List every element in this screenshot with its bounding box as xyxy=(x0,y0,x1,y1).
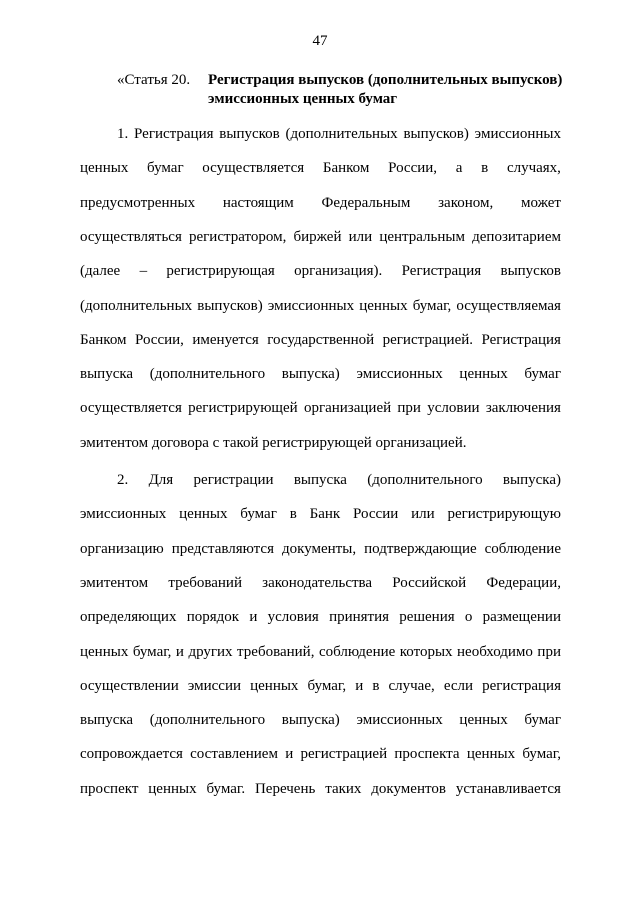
word: России, xyxy=(134,331,184,348)
word: проспекта xyxy=(394,746,460,763)
word: выпусков xyxy=(500,263,561,280)
word: эмитентом договора с такой регистрирующей организацией. xyxy=(80,434,467,451)
word: других xyxy=(188,643,233,660)
word: организацию xyxy=(80,540,164,557)
word: требований, xyxy=(237,643,315,660)
word: настоящим xyxy=(222,194,294,211)
word: (далее xyxy=(80,263,121,280)
word: бумаг xyxy=(524,366,561,383)
word: Федеральным xyxy=(321,194,411,211)
word: а xyxy=(455,160,463,177)
paragraph2-line xyxy=(117,470,561,490)
word: эмиссионных xyxy=(356,712,443,729)
word: регистрирующую xyxy=(447,506,561,523)
word: условии xyxy=(427,400,480,417)
word: случаях, xyxy=(506,160,561,177)
word: (дополнительного xyxy=(149,712,266,729)
word: выпусков) xyxy=(197,297,263,314)
word: проспект xyxy=(80,780,139,797)
word: ценных xyxy=(459,712,508,729)
page-number: 47 xyxy=(312,33,328,49)
word: Банк xyxy=(309,506,341,523)
word: в xyxy=(289,506,297,523)
word: Российской xyxy=(392,574,467,591)
word: бумаг, xyxy=(522,746,561,763)
paragraph1-line xyxy=(80,398,561,418)
word: эмиссии xyxy=(187,677,242,694)
paragraph2-line xyxy=(80,504,561,524)
word: составлением xyxy=(190,746,278,763)
word: организация). xyxy=(294,263,383,280)
word: или xyxy=(411,506,435,523)
word: порядок xyxy=(186,609,240,626)
paragraph2-line xyxy=(80,779,561,799)
word: Перечень xyxy=(254,780,316,797)
article-title-continued: эмиссионных ценных бумаг xyxy=(208,91,398,107)
word: заключения xyxy=(485,400,561,417)
word: случае, xyxy=(388,677,435,694)
word: осуществляется xyxy=(202,160,305,177)
article-heading-line1 xyxy=(117,71,562,90)
word: Банком xyxy=(80,331,127,348)
paragraph1-line xyxy=(117,124,561,144)
article-prefix: «Статья 20. xyxy=(117,72,191,88)
word: бумаг. xyxy=(206,780,246,797)
word: регистратором, xyxy=(189,228,287,245)
word: ценных xyxy=(459,366,508,383)
word: выпуска) xyxy=(281,712,340,729)
word: биржей xyxy=(293,228,342,245)
word: при xyxy=(537,643,561,660)
word: регистрации xyxy=(193,472,274,488)
word: предусмотренных xyxy=(80,194,196,211)
word: (дополнительных xyxy=(285,126,398,142)
word: эмиссионных xyxy=(356,366,443,383)
paragraph2-line xyxy=(80,710,561,730)
word: и xyxy=(355,677,364,694)
word: соблюдение xyxy=(484,540,561,557)
word: осуществляется xyxy=(80,400,182,417)
word: которых xyxy=(399,643,453,660)
word: ценных xyxy=(359,297,408,314)
article-heading xyxy=(117,71,562,109)
word: в xyxy=(481,160,489,177)
word: Регистрация xyxy=(134,126,214,142)
word: эмиссионных xyxy=(474,126,561,142)
word: (дополнительного xyxy=(149,366,266,383)
word: законодательства xyxy=(262,574,373,591)
word: ценных xyxy=(80,160,129,177)
word: – xyxy=(139,263,148,280)
word: именуется xyxy=(192,331,259,348)
word: в xyxy=(372,677,380,694)
word: выпусков xyxy=(219,126,280,142)
word: эмиссионных xyxy=(267,297,355,314)
word: размещении xyxy=(482,609,561,626)
word: сопровождается xyxy=(80,746,183,763)
word: соблюдение xyxy=(318,643,396,660)
word: России xyxy=(353,506,399,523)
word: эмиссионных xyxy=(80,506,167,523)
paragraph2-line xyxy=(80,676,561,696)
word: если xyxy=(443,677,474,694)
word: осуществлении xyxy=(80,677,179,694)
paragraph1-line xyxy=(80,296,561,316)
word: депозитарием xyxy=(472,228,561,245)
word: бумаг, xyxy=(307,677,347,694)
word: осуществляться xyxy=(80,228,182,245)
word: (дополнительных xyxy=(80,297,193,314)
word: Для xyxy=(148,472,174,488)
paragraph1-line xyxy=(80,261,561,281)
paragraph1-line xyxy=(80,227,561,247)
word: или xyxy=(348,228,373,245)
word: бумаг, xyxy=(412,297,452,314)
word: документов xyxy=(371,780,446,797)
word: документы, xyxy=(282,540,357,557)
paragraph1-line xyxy=(80,330,561,350)
paragraph2-line xyxy=(80,539,561,559)
word: выпуска xyxy=(293,472,347,488)
word: регистрирующая xyxy=(166,263,275,280)
word: 1. xyxy=(117,126,129,142)
word: устанавливается xyxy=(455,780,561,797)
word: и xyxy=(285,746,294,763)
paragraph2-line xyxy=(80,573,561,593)
word: и xyxy=(175,643,184,660)
word: регистрацией. xyxy=(382,331,474,348)
paragraph1-line xyxy=(80,364,561,384)
word: выпусков) xyxy=(403,126,469,142)
word: Регистрация xyxy=(481,331,561,348)
word: решения xyxy=(399,609,455,626)
word: таких xyxy=(325,780,362,797)
word: условия xyxy=(267,609,319,626)
article-title: Регистрация выпусков (дополнительных выпусков) xyxy=(208,72,563,88)
word: (дополнительного xyxy=(367,472,483,488)
word: эмитентом xyxy=(80,574,149,591)
word: организацией xyxy=(303,400,392,417)
word: регистрацией xyxy=(300,746,388,763)
word: при xyxy=(397,400,421,417)
word: требований xyxy=(168,574,242,591)
word: ценных xyxy=(148,780,197,797)
word: о xyxy=(464,609,473,626)
paragraph1-line xyxy=(80,193,561,213)
word: определяющих xyxy=(80,609,177,626)
paragraph2-line xyxy=(80,642,561,662)
word: бумаг xyxy=(240,506,277,523)
word: регистрация xyxy=(482,677,561,694)
word: подтверждающие xyxy=(364,540,477,557)
word: ценных xyxy=(466,746,516,763)
word: выпуска xyxy=(80,366,134,383)
paragraph1-line xyxy=(80,158,561,178)
word: Банком xyxy=(322,160,370,177)
word: ценных xyxy=(250,677,299,694)
word: бумаг xyxy=(147,160,184,177)
word: Федерации, xyxy=(486,574,561,591)
word: Регистрация xyxy=(401,263,482,280)
word: осуществляемая xyxy=(456,297,561,314)
word: ценных xyxy=(80,643,129,660)
word: России, xyxy=(388,160,438,177)
paragraph2-line xyxy=(80,607,561,627)
word: принятия xyxy=(329,609,390,626)
word: бумаг xyxy=(524,712,561,729)
word: выпуска) xyxy=(502,472,561,488)
word: центральным xyxy=(379,228,465,245)
word: 2. xyxy=(117,472,129,488)
word: необходимо xyxy=(457,643,533,660)
paragraph1-line xyxy=(80,433,561,453)
word: представляются xyxy=(171,540,274,557)
word: государственной xyxy=(267,331,375,348)
word: бумаг, xyxy=(132,643,172,660)
word: и xyxy=(249,609,258,626)
paragraph2-line xyxy=(80,744,561,764)
word: регистрирующей xyxy=(188,400,298,417)
word: может xyxy=(520,194,561,211)
word: законом, xyxy=(438,194,494,211)
word: выпуска) xyxy=(281,366,340,383)
word: ценных xyxy=(179,506,228,523)
word: выпуска xyxy=(80,712,134,729)
